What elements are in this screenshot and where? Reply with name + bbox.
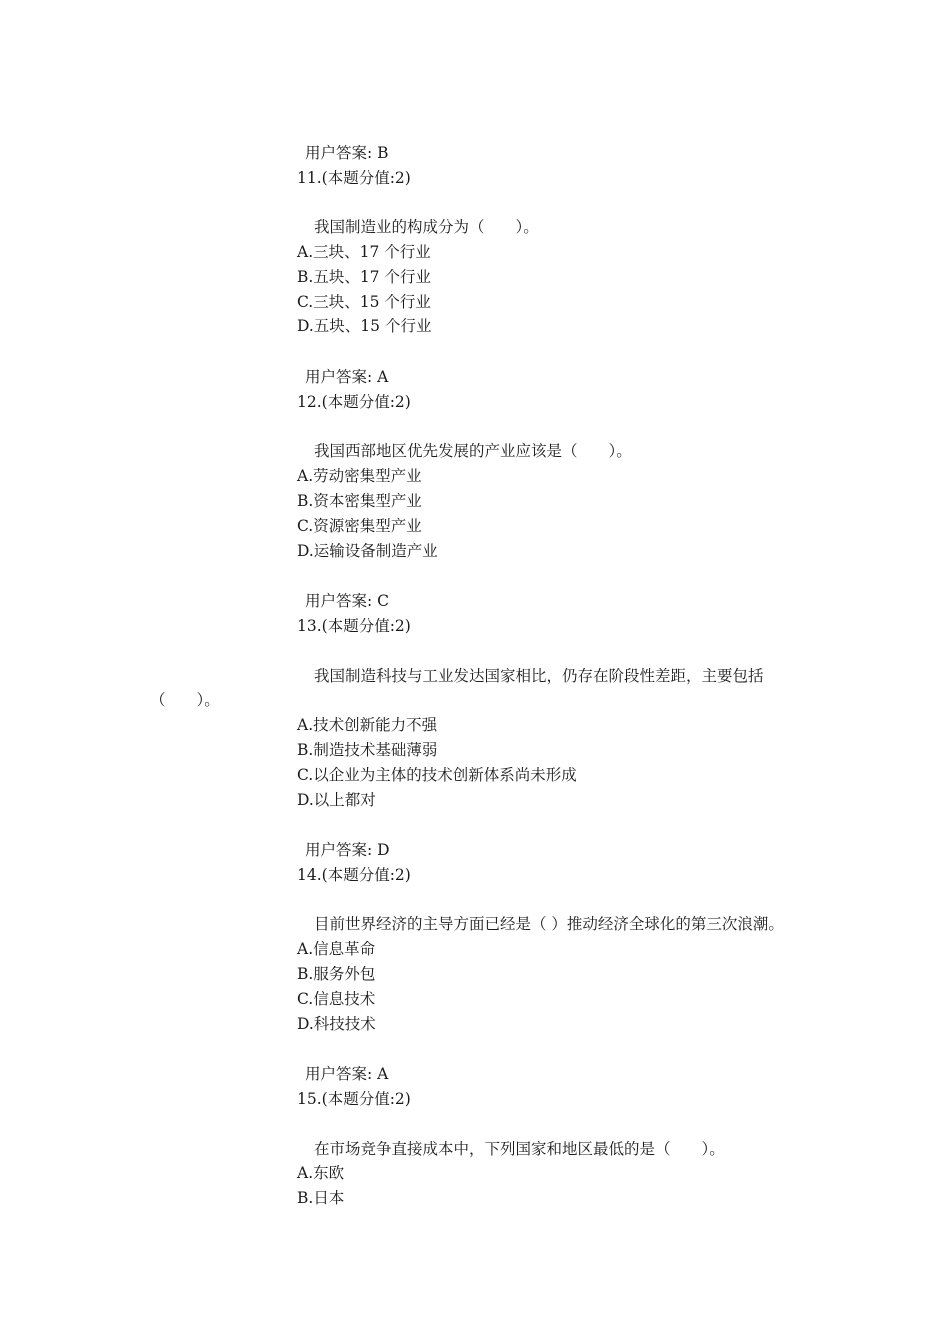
question-11-answer: 用户答案: A	[305, 368, 389, 386]
question-12-stem: 我国西部地区优先发展的产业应该是（ ）。	[314, 442, 632, 460]
question-13-stem: 我国制造科技与工业发达国家相比，仍存在阶段性差距，主要包括	[314, 667, 764, 685]
question-13-option-c: C.以企业为主体的技术创新体系尚未形成	[297, 766, 577, 784]
question-13-option-b: B.制造技术基础薄弱	[297, 741, 438, 759]
question-12-option-b: B.资本密集型产业	[297, 492, 422, 510]
question-13-number: 13.(本题分值:2)	[297, 617, 411, 635]
question-14-option-d: D.科技技术	[297, 1015, 376, 1033]
question-12-option-d: D.运输设备制造产业	[297, 542, 438, 560]
question-14-option-c: C.信息技术	[297, 990, 376, 1008]
question-12-option-c: C.资源密集型产业	[297, 517, 422, 535]
answer-prev: 用户答案: B	[305, 144, 389, 162]
question-14-stem: 目前世界经济的主导方面已经是（ ）推动经济全球化的第三次浪潮。	[314, 915, 784, 933]
question-13-stem-continuation: （ ）。	[150, 691, 220, 709]
question-13-option-d: D.以上都对	[297, 791, 376, 809]
question-11-stem: 我国制造业的构成分为（ ）。	[314, 218, 539, 236]
question-12-answer: 用户答案: C	[305, 592, 390, 610]
question-13-answer: 用户答案: D	[305, 841, 390, 859]
question-11-option-a: A.三块、17 个行业	[297, 243, 431, 261]
question-15-number: 15.(本题分值:2)	[297, 1090, 411, 1108]
question-13-option-a: A.技术创新能力不强	[297, 716, 438, 734]
question-11-option-c: C.三块、15 个行业	[297, 293, 431, 311]
question-14-answer: 用户答案: A	[305, 1065, 389, 1083]
question-11-option-b: B.五块、17 个行业	[297, 268, 431, 286]
question-12-option-a: A.劳动密集型产业	[297, 467, 422, 485]
question-14-option-a: A.信息革命	[297, 940, 376, 958]
question-15-option-b: B.日本	[297, 1189, 345, 1207]
question-15-option-a: A.东欧	[297, 1164, 345, 1182]
question-11-option-d: D.五块、15 个行业	[297, 317, 432, 335]
question-11-number: 11.(本题分值:2)	[297, 169, 411, 187]
question-14-number: 14.(本题分值:2)	[297, 866, 411, 884]
question-14-option-b: B.服务外包	[297, 965, 376, 983]
question-15-stem: 在市场竞争直接成本中，下列国家和地区最低的是（ ）。	[314, 1140, 725, 1158]
question-12-number: 12.(本题分值:2)	[297, 393, 411, 411]
